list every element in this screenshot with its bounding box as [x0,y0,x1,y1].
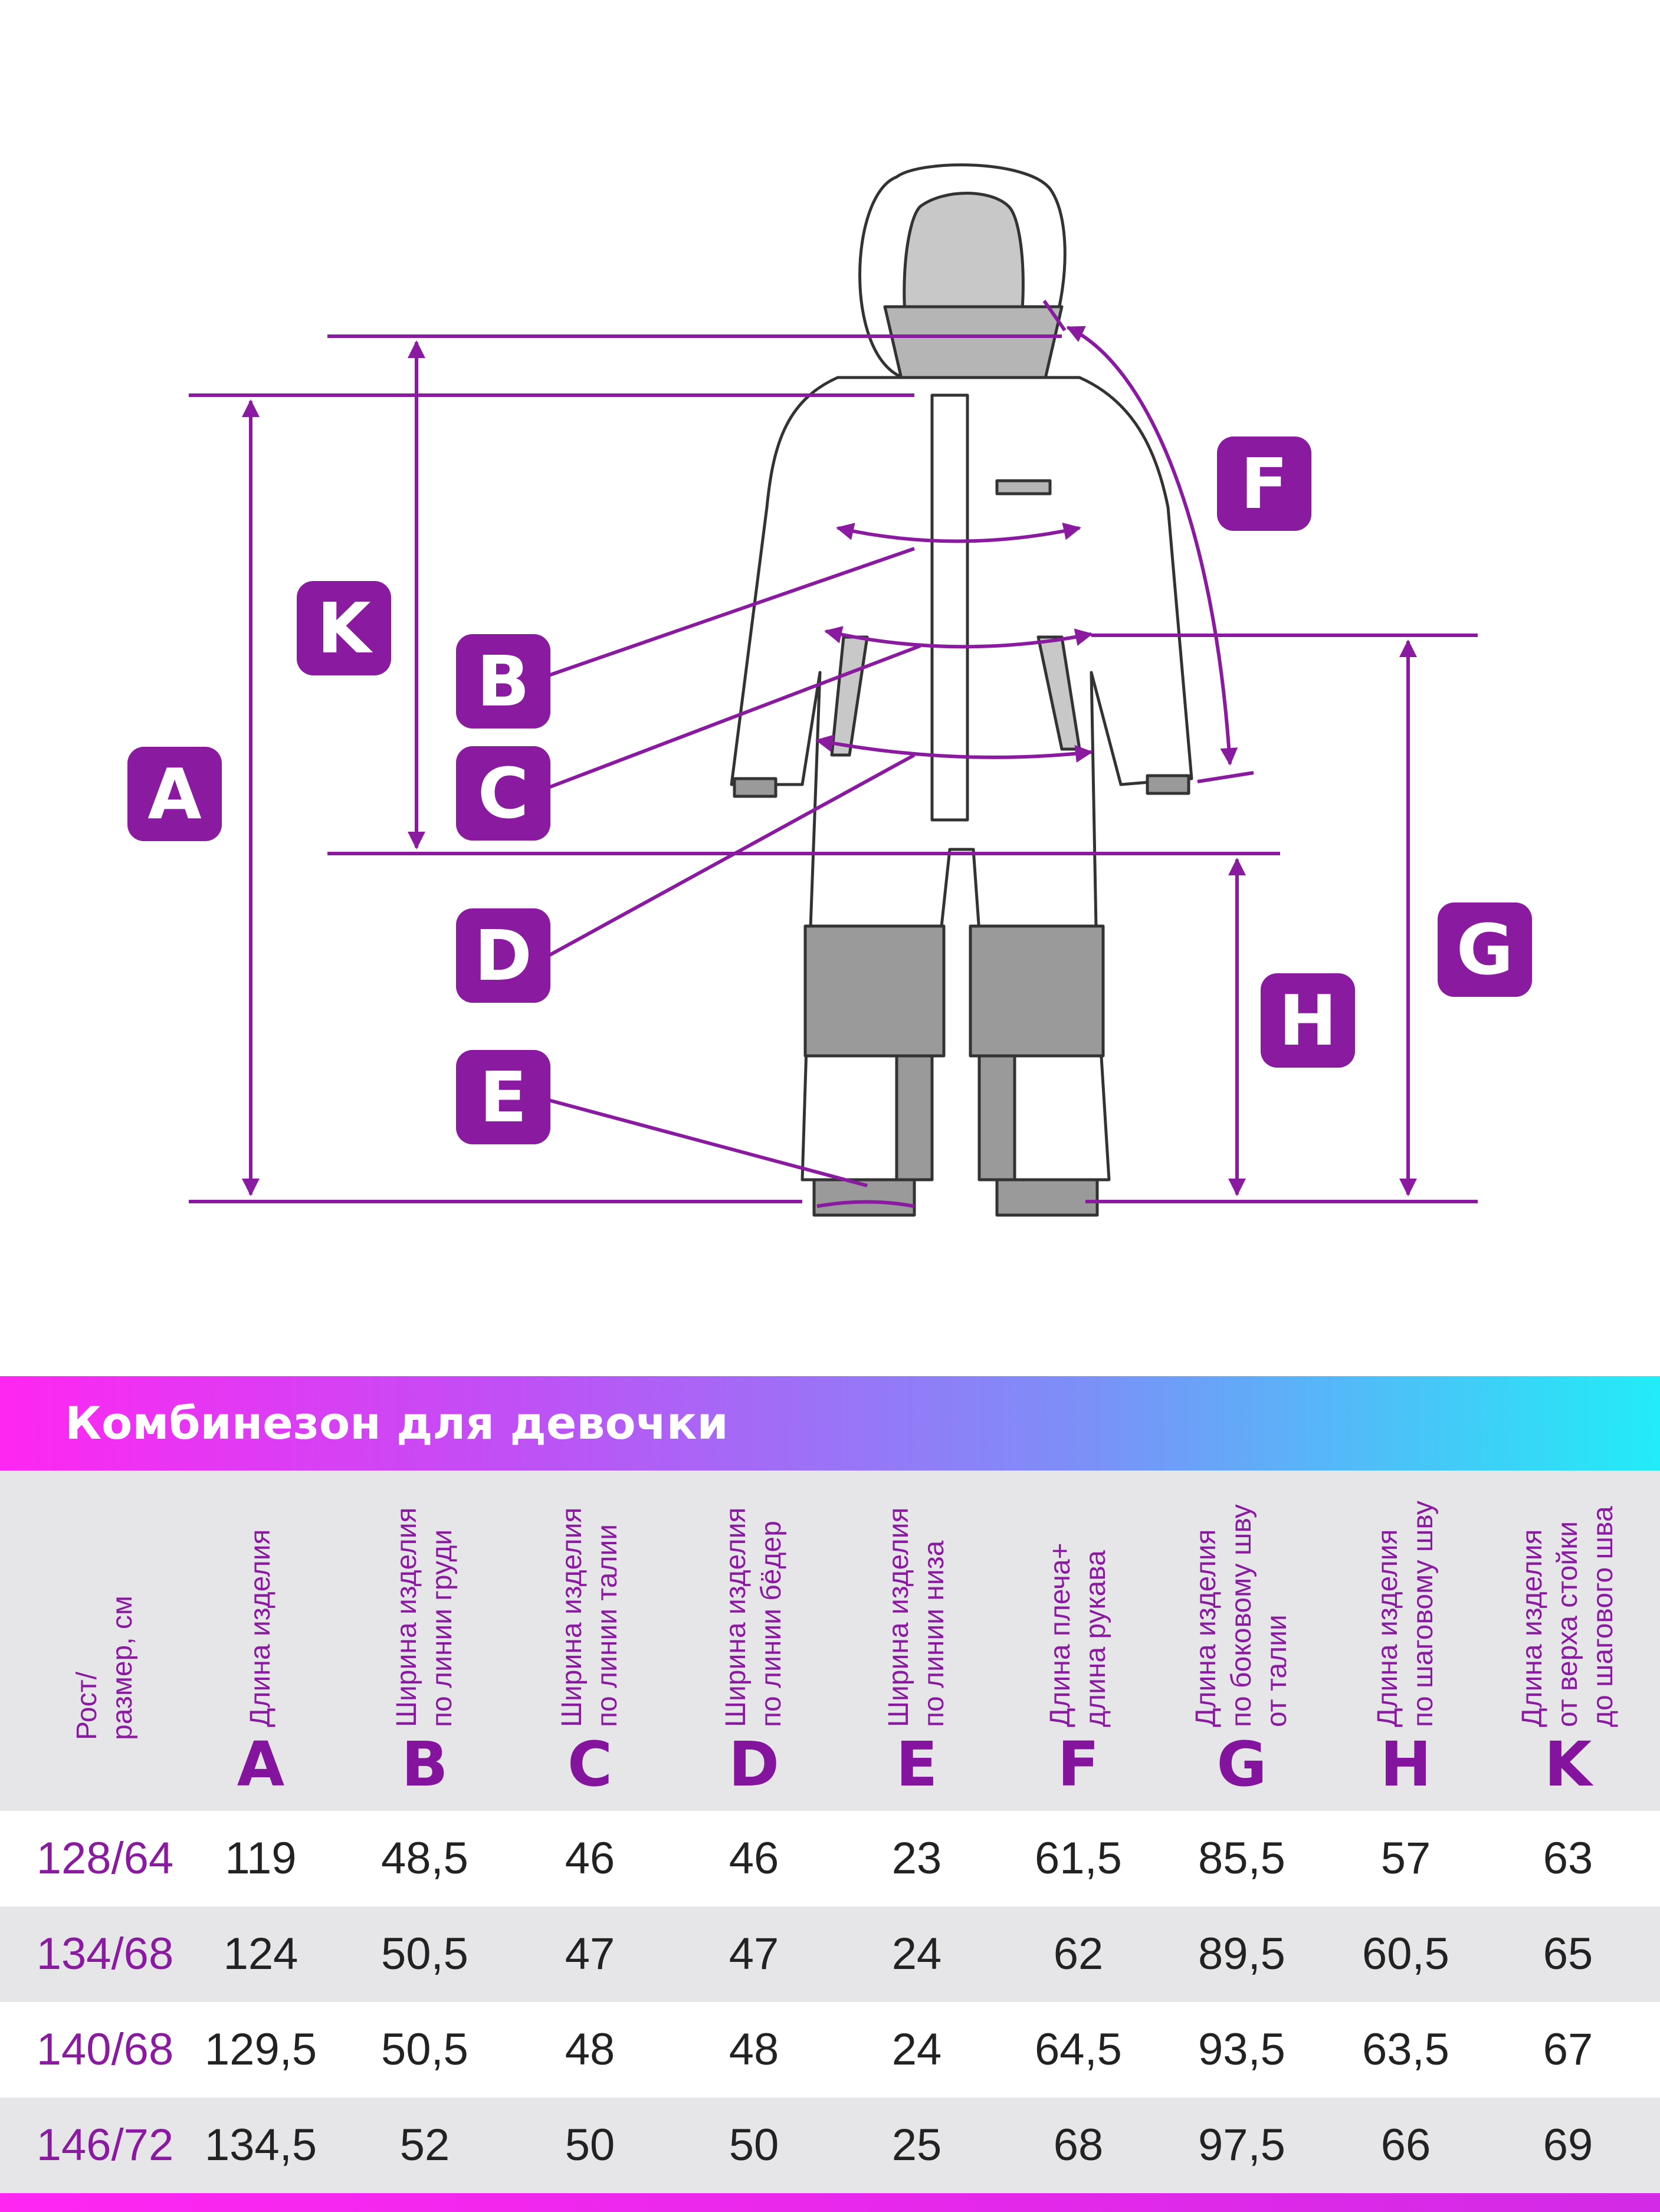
header-letter-B: B [401,1728,448,1800]
value-cell-A: 129,5 [204,2024,317,2075]
value-cell-G: 97,5 [1198,2120,1285,2170]
value-cell-A: 119 [225,1833,297,1883]
value-cell-G: 93,5 [1198,2024,1285,2075]
value-cell-D: 50 [729,2120,779,2170]
svg-text:H: H [1278,980,1337,1061]
header-description-line: Ширина изделия [556,1507,588,1727]
value-cell-H: 63,5 [1362,2024,1449,2075]
header-description-line: Длина изделия [1190,1529,1222,1727]
table-row [0,2098,1660,2193]
badge-B [456,634,550,728]
badge-F [1217,437,1311,531]
header-col-size [25,1471,185,1811]
value-cell-H: 60,5 [1362,1929,1449,1979]
value-cell-H: 57 [1380,1833,1431,1883]
header-description-line: Ширина изделия [883,1507,914,1727]
value-cell-A: 134,5 [204,2120,317,2170]
header-description [389,1507,460,1727]
value-cell-K: 65 [1543,1929,1593,1979]
header-description-line: по линии низа [918,1540,950,1727]
header-description-line: Ширина изделия [391,1507,422,1727]
header-description-line: от верха стойки [1552,1521,1583,1727]
size-cell: 146/72 [36,2120,174,2170]
value-cell-C: 47 [565,1929,615,1979]
header-col-E [837,1471,996,1811]
badge-A [127,747,222,841]
header-col-C [510,1471,670,1811]
value-cell-B: 48,5 [381,1833,468,1883]
header-description [881,1507,952,1727]
size-cell: 128/64 [36,1833,174,1883]
header-col-H [1326,1471,1485,1811]
value-cell-G: 89,5 [1198,1929,1285,1979]
header-description-line: размер, см [107,1596,138,1740]
value-cell-C: 46 [565,1833,615,1883]
value-cell-A: 124 [223,1929,298,1979]
header-description [719,1507,789,1727]
header-letter-C: C [567,1728,613,1800]
header-description-line: Длина плеча+ [1045,1543,1076,1727]
value-cell-F: 68 [1053,2120,1104,2170]
header-col-G [1162,1471,1321,1811]
svg-text:K: K [317,588,371,669]
header-description-line: по шаговому шву [1408,1501,1439,1727]
header-description [1043,1543,1114,1727]
value-cell-K: 67 [1543,2024,1593,2075]
table-title: Комбинезон для девочки [65,1397,729,1449]
header-col-F [999,1471,1158,1811]
value-cell-C: 50 [565,2120,615,2170]
table-header [0,1471,1660,1811]
badge-C [456,746,550,841]
value-cell-E: 23 [891,1833,942,1883]
badge-K [297,581,391,675]
header-col-D [674,1471,834,1811]
header-description-line: от талии [1261,1614,1292,1727]
svg-text:G: G [1456,909,1514,990]
header-description-line: длина рукава [1080,1550,1111,1727]
badge-D [456,908,550,1003]
header-description-line: по линии талии [592,1524,623,1727]
header-description-line: Длина изделия [245,1529,276,1727]
value-cell-B: 52 [399,2120,450,2170]
header-description [1189,1504,1295,1727]
table-title-banner [0,1376,1660,1471]
header-description-line: по боковому шву [1226,1504,1257,1727]
table-row [0,1906,1660,2002]
header-description [555,1507,625,1727]
header-description-line: Рост/ [71,1672,103,1740]
header-letter-E: E [895,1728,938,1800]
header-description [1515,1506,1621,1727]
value-cell-H: 66 [1380,2120,1431,2170]
value-cell-E: 24 [891,1929,942,1979]
header-letter-H: H [1380,1728,1432,1800]
size-cell: 134/68 [36,1929,174,1979]
badge-E [456,1050,550,1144]
header-letter-F: F [1057,1728,1100,1800]
value-cell-G: 85,5 [1198,1833,1285,1883]
value-cell-B: 50,5 [381,1929,468,1979]
header-letter-K: K [1544,1728,1592,1800]
header-col-B [345,1471,504,1811]
value-cell-F: 64,5 [1035,2024,1122,2075]
header-description-line: Длина изделия [1517,1529,1548,1727]
value-cell-F: 61,5 [1035,1833,1122,1883]
badge-H [1261,973,1355,1068]
header-description [70,1596,140,1740]
svg-text:F: F [1240,443,1288,524]
size-cell: 140/68 [36,2024,174,2075]
svg-text:C: C [477,753,529,834]
header-description-line: Ширина изделия [720,1507,752,1727]
value-cell-D: 47 [729,1929,779,1979]
value-cell-F: 62 [1053,1929,1104,1979]
value-cell-D: 48 [729,2024,779,2075]
header-description-line: по линии бёдер [756,1521,787,1727]
value-cell-K: 69 [1543,2120,1593,2170]
value-cell-B: 50,5 [381,2024,468,2075]
value-cell-E: 24 [891,2024,942,2075]
header-description [243,1529,278,1727]
value-cell-D: 46 [729,1833,779,1883]
bottom-bar [0,2193,1660,2212]
header-description [1370,1501,1441,1727]
svg-text:E: E [479,1056,527,1138]
value-cell-C: 48 [565,2024,615,2075]
svg-text:A: A [147,753,202,835]
value-cell-E: 25 [891,2120,942,2170]
svg-text:D: D [474,915,532,996]
value-cell-K: 63 [1543,1833,1593,1883]
header-description-line: до шагового шва [1587,1506,1619,1727]
header-col-A [181,1471,340,1811]
header-letter-D: D [728,1728,780,1800]
badge-G [1438,902,1532,997]
table-row [0,2002,1660,2098]
svg-text:B: B [477,641,530,722]
header-col-K [1488,1471,1648,1811]
header-letter-A: A [237,1728,285,1800]
header-letter-G: G [1216,1728,1267,1800]
table-row [0,1811,1660,1906]
header-description-line: по линии груди [427,1529,458,1727]
header-description-line: Длина изделия [1372,1529,1403,1727]
